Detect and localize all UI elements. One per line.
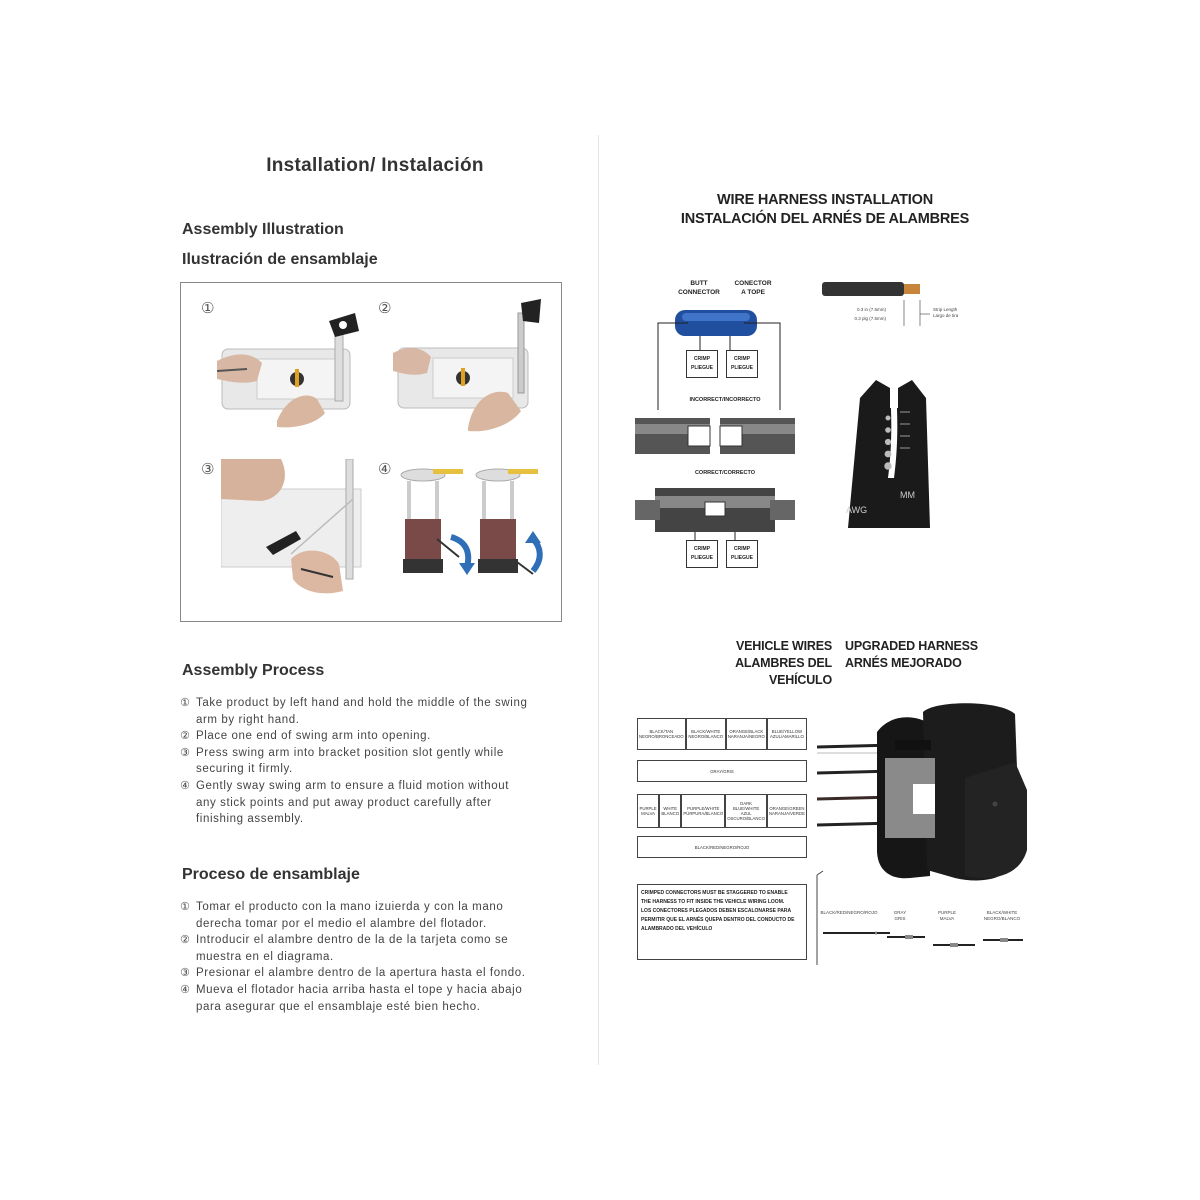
stagger-label-4: BLACK/WHITE NEGRO/BLANCO (983, 910, 1021, 921)
table-cell: BLACK/WHITE NEGRO/BLANCO (686, 718, 726, 750)
step-text: muestra en el diagrama. (196, 950, 334, 963)
step-number: ③ (180, 745, 191, 759)
proceso-heading: Proceso de ensamblaje (182, 866, 360, 883)
assembly-step-1 (180, 695, 565, 728)
proceso-list (180, 899, 565, 1015)
assembly-illustration-box (180, 282, 562, 622)
step-1-marker: ① (201, 299, 215, 317)
vehicle-wires-label (680, 638, 832, 689)
stagger-label-3: PURPLE MALVA (937, 910, 956, 921)
table-row (637, 718, 807, 750)
table-cell: ORANGE/GREEN NARANJA/VERDE (767, 794, 807, 828)
step-number: ② (180, 729, 191, 743)
table-row: GRAY/GRIS (637, 760, 807, 782)
step-number: ③ (180, 966, 191, 980)
table-row (637, 794, 807, 828)
table-cell: WHITE BLANCO (659, 794, 681, 828)
crimp-box-top-left: CRIMP PLIEGUE (686, 350, 718, 378)
note-line: THE HARNESS TO FIT INSIDE THE VEHICLE WIRING LOOM. (641, 899, 785, 905)
step-3-photo (221, 459, 371, 599)
upgraded-harness-en: UPGRADED HARNESS (845, 639, 978, 653)
table-row: BLACK/RED/NEGRO/ROJO (637, 836, 807, 858)
assembly-step-2 (180, 728, 565, 745)
step-text: derecha tomar por el medio el alambre del flotador. (196, 917, 487, 930)
step-text: Press swing arm into bracket position slot gently while (196, 746, 504, 759)
incorrect-label: INCORRECT/INCORRECTO (689, 397, 761, 403)
upgraded-harness-es: ARNÉS MEJORADO (845, 656, 962, 670)
step-text: securing it firmly. (196, 763, 293, 776)
butt-connector-label: BUTT CONNECTOR (678, 280, 720, 296)
note-line: LOS CONECTORES PLEGADOS DEBEN ESCALONARSE PARA (641, 908, 792, 914)
table-cell: ORANGE/BLACK NARANJA/NEGRO (726, 718, 767, 750)
step-1-photo (217, 301, 367, 436)
step-text: Tomar el producto con la mano izuierda y con la mano (196, 901, 504, 913)
step-4-photo (393, 459, 553, 599)
step-2-marker: ② (378, 299, 392, 317)
crimp-box-top-right: CRIMP PLIEGUE (726, 350, 758, 378)
step-text: Presionar el alambre dentro de la apertura hasta el fondo. (196, 967, 526, 980)
step-text: Introducir el alambre dentro de la de la tarjeta como se (196, 934, 509, 947)
proceso-step-4 (180, 982, 565, 1015)
vehicle-wires-es: ALAMBRES DEL VEHÍCULO (735, 656, 832, 687)
step-text: para asegurar que el ensamblaje esté bien hecho. (196, 1000, 481, 1013)
proceso-step-3 (180, 965, 565, 982)
step-number: ② (180, 933, 191, 947)
note-line: ALAMBRADO DEL VEHÍCULO (641, 926, 713, 932)
step-text: any stick points and put away product carefully after (196, 796, 492, 809)
stagger-label-1: BLACK/RED/NEGRO/ROJO (820, 910, 878, 915)
step-text: finishing assembly. (196, 813, 304, 826)
installation-title: Installation/ Instalación (266, 155, 484, 176)
conector-a-tope-label: CONECTOR A TOPE (734, 280, 772, 296)
step-number: ① (180, 900, 191, 913)
crimp-box-bottom-right: CRIMP PLIEGUE (726, 540, 758, 568)
step-text: Mueva el flotador hacia arriba hasta el tope y hacia abajo (196, 983, 523, 996)
step-4-marker: ④ (378, 460, 392, 478)
assembly-step-4 (180, 778, 565, 828)
note-line: PERMITIR QUE EL ARNÉS QUEPA DENTRO DEL CONDUCTO DE (641, 917, 795, 923)
table-cell: PURPLE MALVA (637, 794, 659, 828)
staggered-connectors-note (637, 884, 807, 960)
table-cell: BLUE/YELLOW AZUL/AMARILLO (767, 718, 807, 750)
strip-length-imperial: 0.3 in (7.5mm) (856, 307, 886, 312)
step-number: ④ (180, 778, 191, 792)
wire-color-table (637, 718, 807, 858)
step-number: ① (180, 696, 191, 709)
step-text: Place one end of swing arm into opening. (196, 730, 431, 743)
wire-harness-title-en: WIRE HARNESS INSTALLATION (717, 192, 933, 208)
proceso-step-1 (180, 899, 565, 932)
assembly-process-list (180, 695, 565, 828)
stagger-diagram (815, 845, 1030, 965)
table-cell: PURPLE/WHITE PÚRPURA/BLANCO (681, 794, 725, 828)
tool-mm-label: MM (900, 490, 915, 500)
tool-awg-label: AWG (846, 505, 868, 515)
assembly-step-3 (180, 745, 565, 778)
wire-harness-title-es: INSTALACIÓN DEL ARNÉS DE ALAMBRES (680, 211, 970, 227)
strip-length-label: Strip Length Largo de tira (933, 307, 959, 318)
step-text: Gently sway swing arm to ensure a fluid motion without (196, 779, 509, 792)
proceso-step-2 (180, 932, 565, 965)
table-cell: DARK BLUE/WHITE AZUL OSCURO/BLANCO (725, 794, 767, 828)
step-number: ④ (180, 982, 191, 996)
correct-label: CORRECT/CORRECTO (694, 470, 756, 476)
strip-length-metric: 0.3 plg (7.5mm) (854, 316, 886, 321)
step-text: arm by right hand. (196, 713, 300, 726)
page-divider (598, 135, 599, 1065)
assembly-process-heading: Assembly Process (182, 662, 325, 679)
table-cell: BLACK/TAN NEGRO/BRONCEADO (637, 718, 686, 750)
assembly-illustration-heading: Assembly Illustration (182, 221, 344, 238)
crimp-box-bottom-left: CRIMP PLIEGUE (686, 540, 718, 568)
note-line: CRIMPED CONNECTORS MUST BE STAGGERED TO ENABLE (641, 890, 788, 896)
ilustracion-heading: Ilustración de ensamblaje (182, 251, 378, 268)
step-3-marker: ③ (201, 460, 215, 478)
upgraded-harness-label (845, 638, 1005, 672)
step-2-photo (393, 293, 553, 438)
butt-connector-diagram (630, 300, 800, 580)
wire-harness-title (600, 191, 1050, 229)
vehicle-wires-en: VEHICLE WIRES (735, 639, 832, 653)
step-text: Take product by left hand and hold the middle of the swing (196, 697, 528, 709)
stagger-label-2: GRAY GRIS (893, 910, 907, 921)
